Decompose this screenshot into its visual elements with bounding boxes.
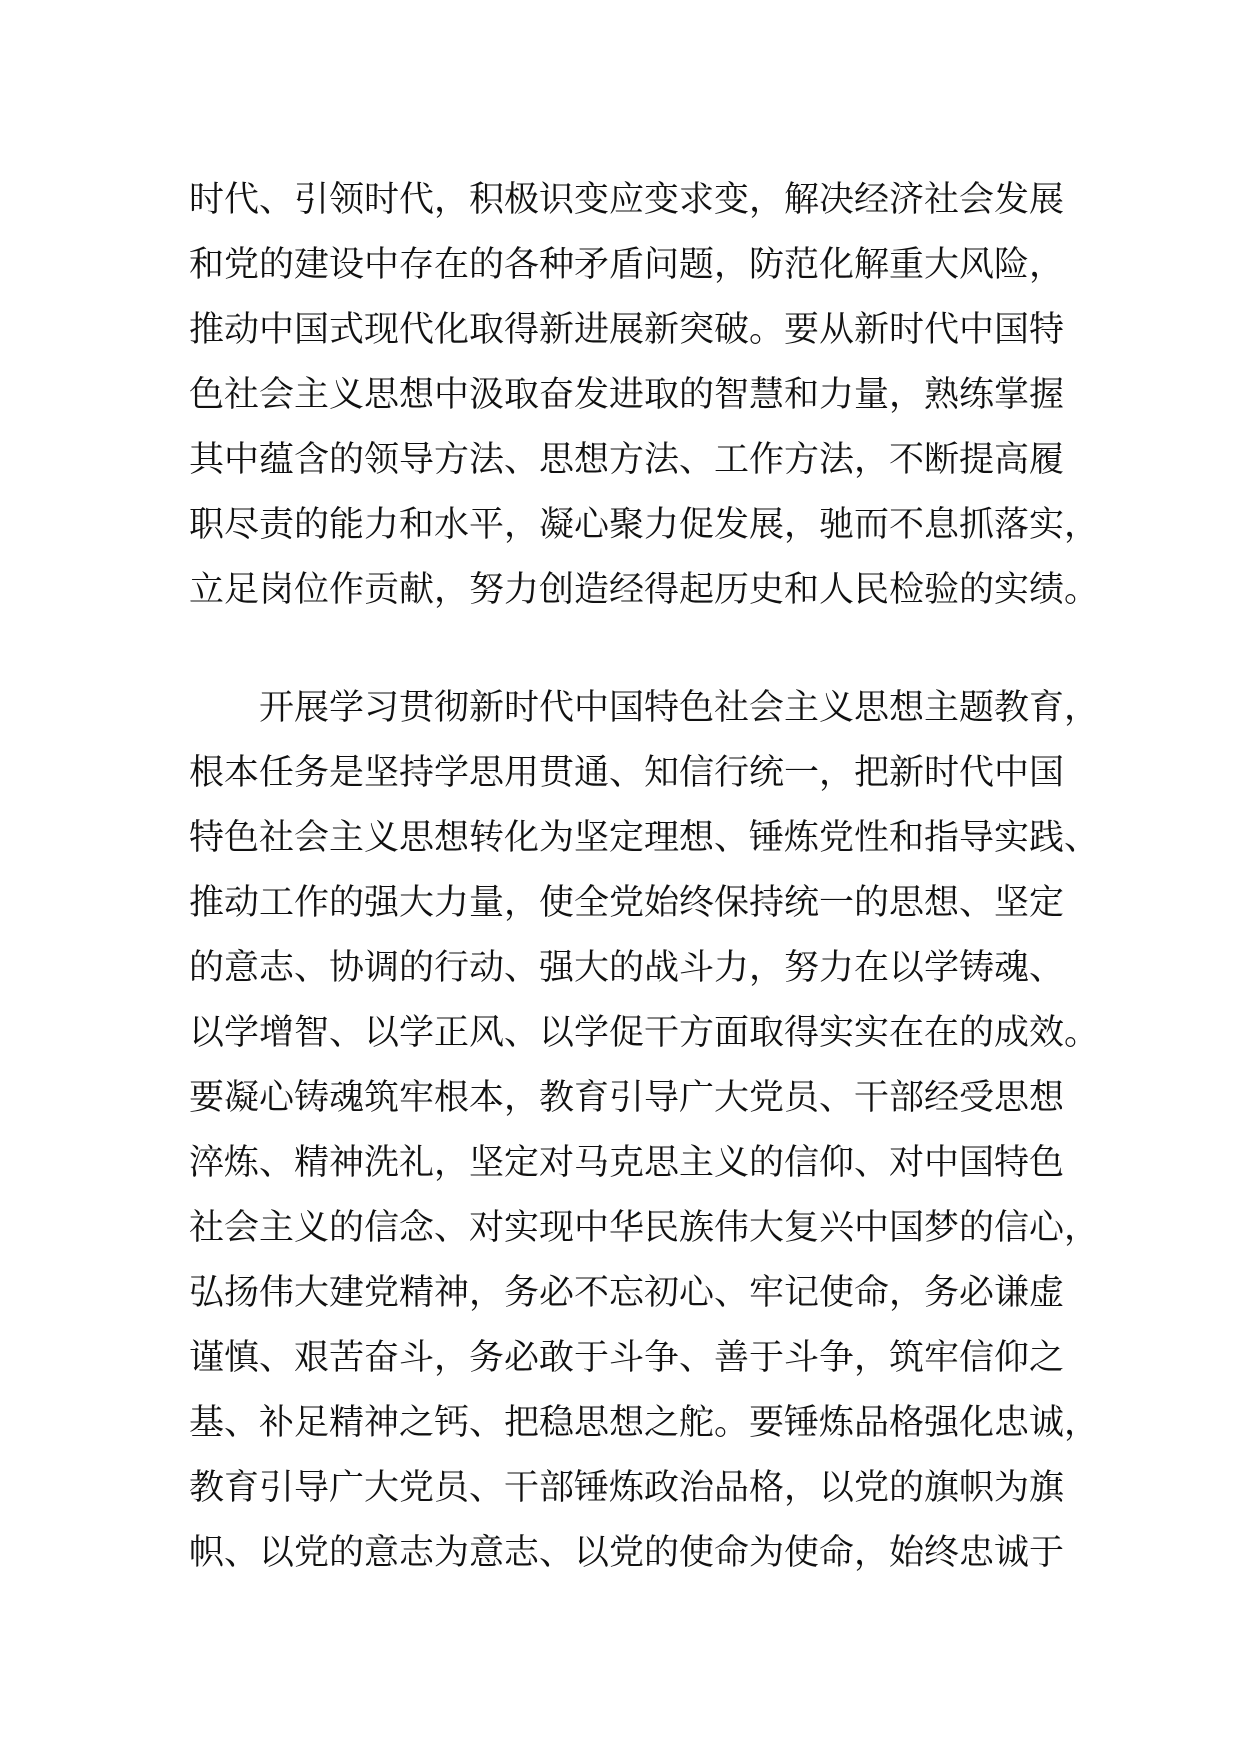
text-line: 社会主义的信念、对实现中华民族伟大复兴中国梦的信心，	[189, 1208, 1100, 1248]
text-line: 根本任务是坚持学思用贯通、知信行统一，把新时代中国	[189, 753, 1065, 793]
paragraph-2	[189, 676, 1100, 1651]
text-line	[189, 1586, 1069, 1651]
text-line: 职尽责的能力和水平，凝心聚力促发展，驰而不息抓落实，	[189, 505, 1100, 545]
text-line: 的意志、协调的行动、强大的战斗力，努力在以学铸魂、	[189, 948, 1065, 988]
text-line: 推动中国式现代化取得新进展新突破。要从新时代中国特	[189, 310, 1065, 350]
text-line: 开展学习贯彻新时代中国特色社会主义思想主题教育，	[189, 688, 1100, 728]
paragraph-1	[189, 168, 1100, 623]
text-line: 以学增智、以学正风、以学促干方面取得实实在在的成效。	[189, 1013, 1100, 1053]
text-line: 特色社会主义思想转化为坚定理想、锤炼党性和指导实践、	[189, 818, 1100, 858]
text-line: 淬炼、精神洗礼，坚定对马克思主义的信仰、对中国特色	[189, 1143, 1065, 1183]
text-line: 帜、以党的意志为意志、以党的使命为使命，始终忠诚于	[189, 1533, 1065, 1573]
text-line: 和党的建设中存在的各种矛盾问题，防范化解重大风险，	[189, 245, 1065, 285]
text-line: 教育引导广大党员、干部锤炼政治品格，以党的旗帜为旗	[189, 1468, 1065, 1508]
text-line: 其中蕴含的领导方法、思想方法、工作方法，不断提高履	[189, 440, 1065, 480]
text-line: 立足岗位作贡献，努力创造经得起历史和人民检验的实绩。	[189, 570, 1100, 610]
text-line: 色社会主义思想中汲取奋发进取的智慧和力量，熟练掌握	[189, 375, 1065, 415]
text-line: 要凝心铸魂筑牢根本，教育引导广大党员、干部经受思想	[189, 1078, 1065, 1118]
text-line: 谨慎、艰苦奋斗，务必敢于斗争、善于斗争，筑牢信仰之	[189, 1338, 1065, 1378]
text-line: 基、补足精神之钙、把稳思想之舵。要锤炼品格强化忠诚，	[189, 1403, 1100, 1443]
text-line: 弘扬伟大建党精神，务必不忘初心、牢记使命，务必谦虚	[189, 1273, 1065, 1313]
text-line: 推动工作的强大力量，使全党始终保持统一的思想、坚定	[189, 883, 1065, 923]
text-line: 时代、引领时代，积极识变应变求变，解决经济社会发展	[189, 180, 1065, 220]
